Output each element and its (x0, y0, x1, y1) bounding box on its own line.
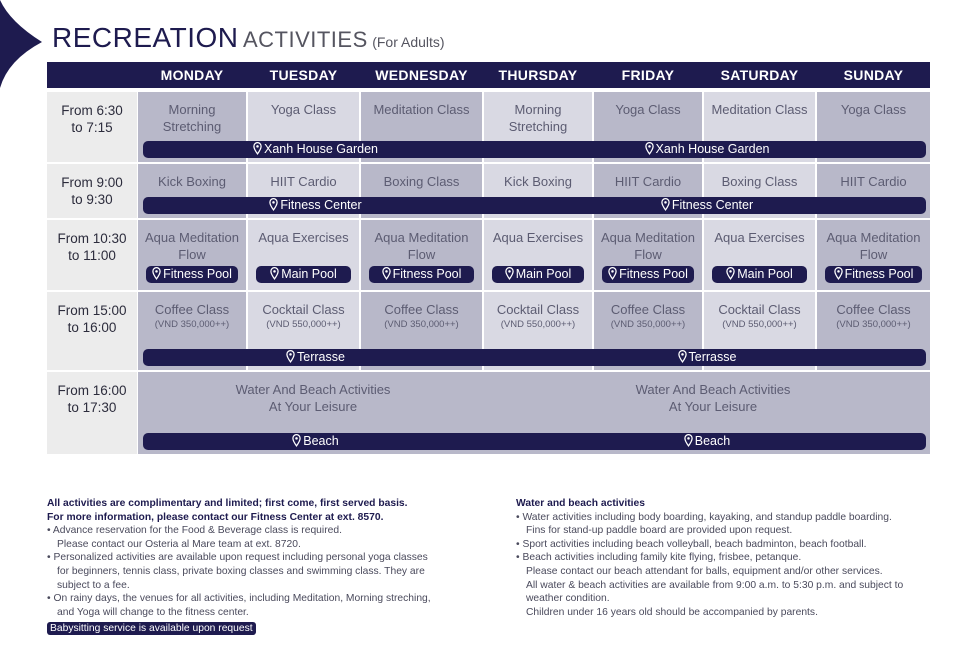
activity-name: Morning Stretching (162, 102, 222, 134)
note-heading: Water and beach activities (516, 498, 645, 509)
activity-name: Cocktail Class (262, 302, 345, 317)
time-text: to 16:00 (67, 320, 117, 335)
time-text: From 10:30 (57, 231, 127, 246)
venue-bar-label (143, 433, 488, 450)
activity-name: Coffee Class (384, 302, 459, 317)
time-cell (47, 372, 137, 454)
note-bold-1: All activities are complimentary and limited; first come, first served basis. (47, 498, 408, 509)
time-text: to 17:30 (67, 400, 117, 415)
activity-price: (VND 350,000++) (384, 319, 459, 330)
day-header-monday: MONDAY (160, 67, 224, 83)
activity-price: (VND 550,000++) (500, 319, 576, 330)
venue-bar-label (488, 141, 926, 158)
activity-name: HIIT Cardio (270, 174, 337, 189)
notes-left (47, 497, 487, 636)
day-header-wednesday: WEDNESDAY (375, 67, 468, 83)
activity-name: Yoga Class (615, 102, 681, 117)
note-bullet-cont: Please contact our beach attendant for balls, equipment and/or other services. (526, 565, 883, 577)
time-text: From 16:00 (57, 383, 127, 398)
activity-name: Aqua Meditation Flow (374, 230, 469, 262)
location-pin-icon (608, 267, 617, 280)
location-pin-icon (661, 198, 670, 211)
time-text: to 9:30 (71, 192, 113, 207)
location-pin-icon (152, 267, 161, 280)
notes-right (516, 497, 956, 619)
activity-price: (VND 550,000++) (266, 319, 341, 330)
activity-name: Coffee Class (836, 302, 911, 317)
note-bullet: • Beach activities including family kite flying, frisbee, petanque. (516, 552, 802, 564)
note-bullet: • Advance reservation for the Food & Beverage class is required. (47, 525, 342, 537)
note-bullet-cont: subject to a fee. (57, 579, 130, 591)
location-pin-icon (382, 267, 391, 280)
activity-name: Cocktail Class (496, 302, 580, 317)
activity-price: (VND 550,000++) (722, 319, 797, 330)
activity-block-line: At Your Leisure (268, 399, 358, 414)
venue-name: Terrasse (297, 350, 345, 364)
venue-pill (712, 266, 807, 283)
venue-label: Fitness Pool (163, 267, 232, 281)
venue-label: Fitness Pool (844, 267, 914, 281)
title-note: (For Adults) (372, 34, 445, 50)
time-text: From 15:00 (57, 303, 127, 318)
activity-name: Boxing Class (383, 174, 460, 189)
note-bullet-cont: for beginners, tennis class, private boxing classes and swimming class. They are (57, 565, 425, 577)
note-bold-2: For more information, please contact our Fitness Center at ext. 8570. (47, 511, 384, 523)
day-header-saturday: SATURDAY (720, 67, 799, 83)
venue-label: Main Pool (737, 267, 793, 281)
venue-bar-label (488, 197, 926, 214)
note-bullet-cont: and Yoga will change to the fitness center. (57, 606, 249, 618)
location-pin-icon (684, 434, 693, 447)
activity-block (530, 381, 896, 415)
note-bullet-cont: Children under 16 years old should be accompanied by parents. (526, 606, 818, 618)
title-main: RECREATION (52, 22, 239, 53)
activity-name: Yoga Class (270, 102, 337, 117)
location-pin-icon (834, 267, 843, 280)
time-text: to 11:00 (68, 248, 116, 263)
location-pin-icon (678, 350, 687, 363)
activity-name: HIIT Cardio (840, 174, 907, 189)
activity-name: HIIT Cardio (614, 174, 682, 189)
venue-label: Main Pool (281, 267, 337, 281)
venue-bar-label (143, 349, 488, 366)
location-pin-icon (253, 142, 262, 155)
venue-name: Beach (303, 434, 339, 448)
activity-name: Coffee Class (610, 302, 686, 317)
time-text: to 7:15 (71, 120, 113, 135)
venue-name: Beach (694, 434, 731, 448)
time-cell (47, 292, 137, 370)
day-header-thursday: THURSDAY (498, 67, 578, 83)
note-bullet: • On rainy days, the venues for all activities, including Meditation, Morning streching, (47, 593, 431, 605)
venue-name: Xanh House Garden (264, 142, 378, 156)
venue-label: Fitness Pool (392, 267, 462, 281)
title-sub: ACTIVITIES (242, 27, 368, 52)
activity-price: (VND 350,000++) (154, 319, 230, 330)
venue-name: Fitness Center (280, 198, 362, 212)
note-bullet-cont: All water & beach activities are available from 9:00 a.m. to 5:30 p.m. and subject to (526, 579, 904, 591)
location-pin-icon (292, 434, 301, 447)
venue-pill (602, 266, 694, 283)
location-pin-icon (645, 142, 654, 155)
activity-name: Aqua Meditation Flow (826, 230, 921, 262)
note-bullet: • Water activities including body boarding, kayaking, and standup paddle boarding. (516, 511, 892, 523)
venue-pill (256, 266, 351, 283)
venue-name: Fitness Center (671, 198, 754, 212)
venue-name: Terrasse (688, 350, 737, 364)
venue-pill (492, 266, 584, 283)
venue-bar-label (143, 197, 488, 214)
activity-name: Kick Boxing (158, 174, 226, 189)
venue-label: Main Pool (515, 267, 572, 281)
activity-name: Morning Stretching (508, 102, 568, 134)
note-bullet: • Personalized activities are available upon request including personal yoga classes (47, 552, 428, 564)
activity-name: Aqua Meditation Flow (145, 230, 239, 262)
activity-block-line: At Your Leisure (668, 399, 758, 414)
activity-name: Kick Boxing (504, 174, 572, 189)
activity-price: (VND 350,000++) (610, 319, 686, 330)
activity-name: Aqua Exercises (714, 230, 805, 245)
activity-name: Aqua Exercises (258, 230, 349, 245)
activity-block (138, 381, 488, 415)
babysitting-badge: Babysitting service is available upon request (47, 622, 256, 635)
activity-block-line: Water And Beach Activities (235, 382, 391, 397)
day-header-friday: FRIDAY (621, 67, 675, 83)
location-pin-icon (286, 350, 295, 363)
activity-block-line: Water And Beach Activities (635, 382, 791, 397)
time-cell (47, 164, 137, 218)
location-pin-icon (505, 267, 514, 280)
venue-name: Xanh House Garden (655, 142, 770, 156)
venue-label: Fitness Pool (619, 267, 688, 281)
activity-name: Cocktail Class (718, 302, 801, 317)
note-bullet: • Sport activities including beach volleyball, beach badminton, beach football. (516, 538, 867, 550)
activity-name: Coffee Class (154, 302, 230, 317)
note-bullet-cont: Fins for stand-up paddle board are provided upon request. (526, 525, 793, 537)
location-pin-icon (726, 267, 735, 280)
location-pin-icon (269, 198, 278, 211)
activity-name: Meditation Class (711, 102, 808, 117)
location-pin-icon (270, 267, 279, 280)
day-header-sunday: SUNDAY (843, 67, 904, 83)
venue-bar-label (488, 349, 926, 366)
time-text: From 9:00 (61, 175, 123, 190)
venue-pill (825, 266, 922, 283)
venue-bar-label (143, 141, 488, 158)
time-text: From 6:30 (61, 103, 123, 118)
note-bullet-cont: Please contact our Osteria al Mare team at ext. 8720. (57, 538, 301, 550)
venue-pill (146, 266, 238, 283)
activity-name: Yoga Class (840, 102, 907, 117)
venue-bar-label (488, 433, 926, 450)
activity-price: (VND 350,000++) (836, 319, 911, 330)
time-cell (47, 92, 137, 162)
activity-name: Aqua Exercises (492, 230, 584, 245)
time-cell (47, 220, 137, 290)
venue-pill (369, 266, 474, 283)
note-bullet-cont: weather condition. (526, 593, 610, 605)
activity-name: Meditation Class (373, 102, 470, 117)
day-header-tuesday: TUESDAY (269, 67, 338, 83)
activity-name: Aqua Meditation Flow (601, 230, 695, 262)
activity-name: Boxing Class (721, 174, 798, 189)
